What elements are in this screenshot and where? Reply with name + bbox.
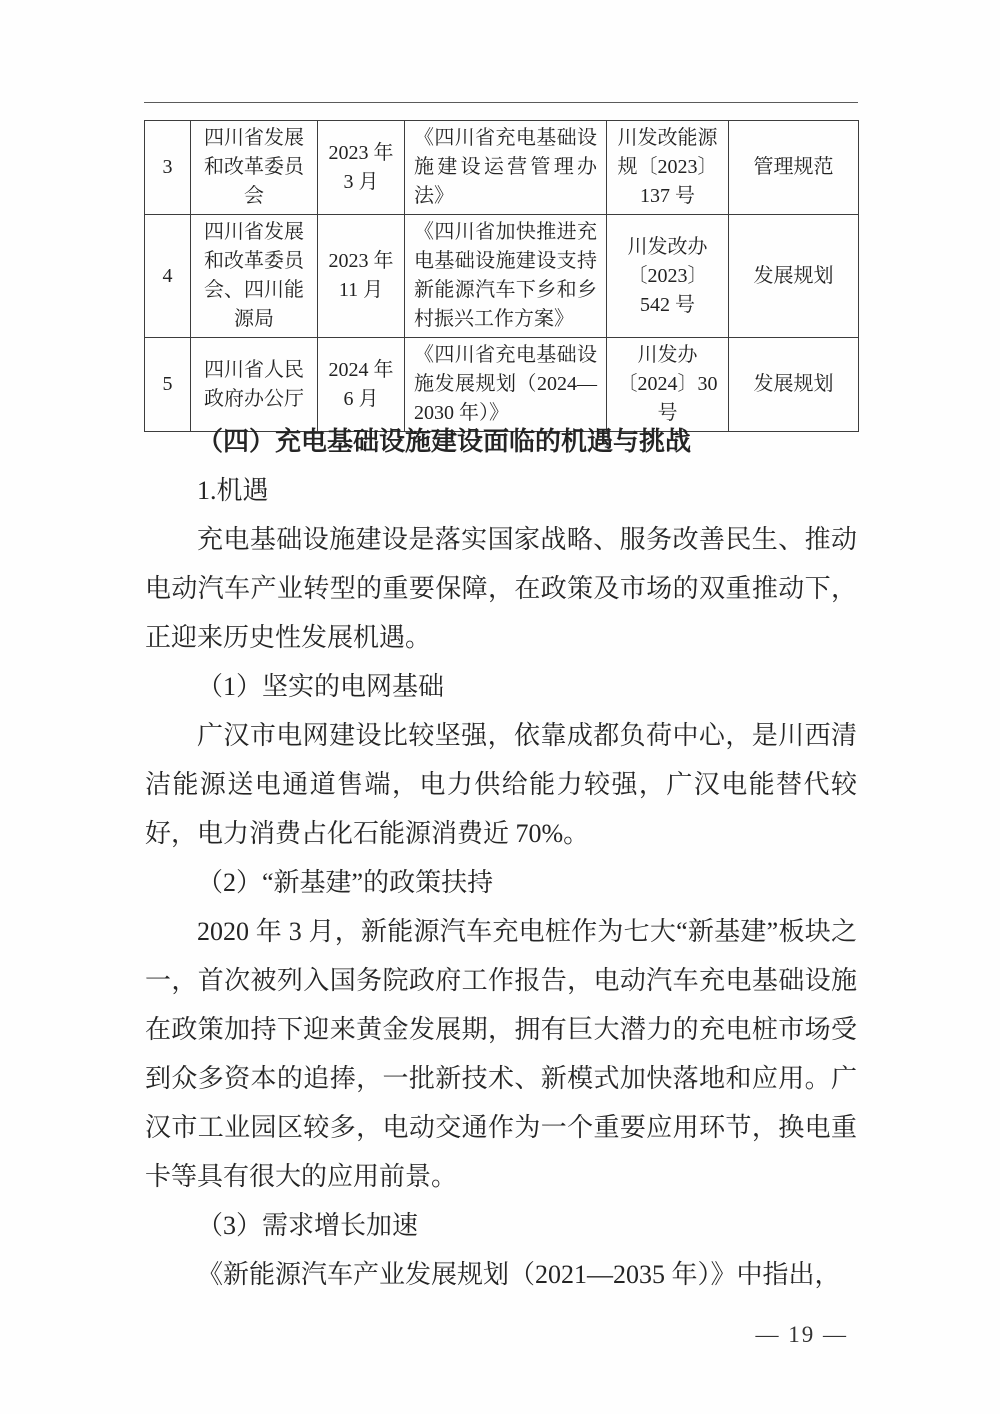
date-cell: 2023 年 11 月 bbox=[318, 215, 405, 338]
body-text bbox=[145, 417, 857, 1299]
row-index-cell: 3 bbox=[145, 121, 191, 215]
document-title-cell: 《四川省充电基础设施发展规划（2024—2030 年）》 bbox=[405, 338, 607, 432]
category-cell: 管理规范 bbox=[729, 121, 859, 215]
date-cell: 2023 年 3 月 bbox=[318, 121, 405, 215]
category-cell: 发展规划 bbox=[729, 338, 859, 432]
table-continuation-line bbox=[144, 102, 858, 103]
point3-heading: （3）需求增长加速 bbox=[197, 1211, 419, 1240]
doc-number-cell: 川发改能源规〔2023〕137 号 bbox=[607, 121, 729, 215]
document-title-cell: 《四川省加快推进充电基础设施建设支持新能源汽车下乡和乡村振兴工作方案》 bbox=[405, 215, 607, 338]
agency-cell: 四川省人民政府办公厅 bbox=[191, 338, 318, 432]
subsection-heading: 1.机遇 bbox=[197, 476, 269, 505]
point2-heading: （2）“新基建”的政策扶持 bbox=[197, 868, 494, 897]
point3-paragraph: 《新能源汽车产业发展规划（2021—2035 年）》中指出， bbox=[197, 1260, 841, 1289]
row-index-cell: 5 bbox=[145, 338, 191, 432]
category-cell: 发展规划 bbox=[729, 215, 859, 338]
agency-cell: 四川省发展和改革委员会 bbox=[191, 121, 318, 215]
table-row bbox=[145, 215, 859, 338]
point2-paragraph: 2020 年 3 月，新能源汽车充电桩作为七大“新基建”板块之一，首次被列入国务院政府工作报告，电动汽车充电基础设施在政策加持下迎来黄金发展期，拥有巨大潜力的充电桩市场受到众多资本的追捧，一批新技术、新模式加快落地和应用。广汉市工业园区较多，电动交通作为一个重要应用环节，换电重卡等具有很大的应用前景。 bbox=[145, 917, 857, 1191]
doc-number-cell: 川发办〔2024〕30 号 bbox=[607, 338, 729, 432]
point1-paragraph: 广汉市电网建设比较坚强，依靠成都负荷中心，是川西清洁能源送电通道售端，电力供给能力较强，广汉电能替代较好，电力消费占化石能源消费近 70%。 bbox=[145, 721, 857, 848]
agency-cell: 四川省发展和改革委员会、四川能源局 bbox=[191, 215, 318, 338]
page-number: — 19 — bbox=[755, 1322, 848, 1347]
table-row bbox=[145, 121, 859, 215]
row-index-cell: 4 bbox=[145, 215, 191, 338]
document-title-cell: 《四川省充电基础设施建设运营管理办法》 bbox=[405, 121, 607, 215]
intro-paragraph: 充电基础设施建设是落实国家战略、服务改善民生、推动电动汽车产业转型的重要保障，在政策及市场的双重推动下，正迎来历史性发展机遇。 bbox=[145, 525, 857, 652]
doc-number-cell: 川发改办〔2023〕542 号 bbox=[607, 215, 729, 338]
date-cell: 2024 年 6 月 bbox=[318, 338, 405, 432]
point1-heading: （1）坚实的电网基础 bbox=[197, 672, 445, 701]
policy-table bbox=[144, 120, 859, 432]
section-heading: （四）充电基础设施建设面临的机遇与挑战 bbox=[197, 427, 692, 456]
